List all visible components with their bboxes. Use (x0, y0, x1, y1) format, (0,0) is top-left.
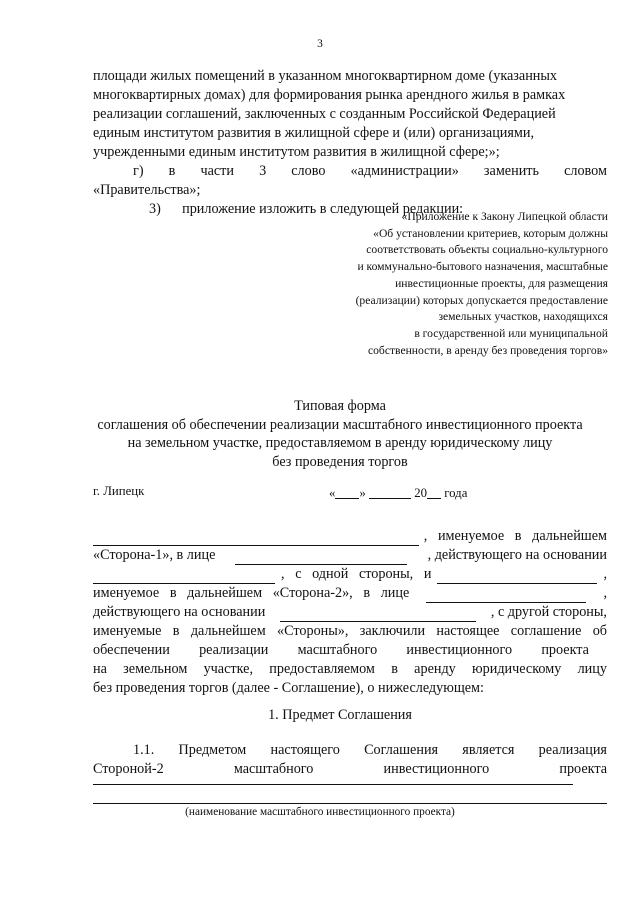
agreement-body (93, 527, 607, 698)
item-3: 3) приложение изложить в следующей редакции: (149, 201, 464, 217)
party1-name-blank[interactable] (93, 531, 419, 546)
body-row-7: обеспечении реализации масштабного инвестиционного проекта (93, 642, 589, 658)
day-blank[interactable] (335, 484, 359, 499)
date-field: « » 20 года (329, 486, 468, 500)
form-title: Типовая форма соглашения об обеспечении реализации масштабного инвестиционного проекта на земельном участке, предоставляемом в аренду юридическому лицу без проведения торгов (97, 398, 583, 470)
party2-rep-blank[interactable] (426, 588, 586, 603)
project-name-line-2[interactable] (93, 803, 607, 804)
clause-1-1-row-1: 1.1. Предметом настоящего Соглашения является реализация (133, 742, 607, 758)
body-row-6: именуемые в дальнейшем «Стороны», заключили настоящее соглашение об (93, 623, 607, 639)
body-row-9: без проведения торгов (далее - Соглашение), о нижеследующем: (93, 680, 484, 696)
top-line-1: площади жилых помещений в указанном многоквартирном доме (указанных (93, 68, 558, 84)
section-1-title: 1. Предмет Соглашения (268, 707, 412, 723)
item-g-continuation: «Правительства»; (93, 182, 201, 198)
party2-name-blank[interactable] (437, 569, 597, 584)
top-paragraph (93, 67, 607, 219)
body-row-5: действующего на основании , с другой стороны, (93, 604, 607, 620)
page-number: 3 (317, 38, 323, 50)
party1-rep-blank[interactable] (235, 550, 407, 565)
project-name-caption: (наименование масштабного инвестиционного проекта) (185, 806, 455, 818)
year-blank[interactable] (427, 484, 441, 499)
appendix-header: «Приложение к Закону Липецкой области «Об установлении критериев, которым должны соответствовать объекты социально-культурного и коммунально-бытового назначения, масштабные инвестиционные проекты, для размещения (реализации) которых допускается предоставление земельных участков, находящихся в государственной или муниципальной собственности, в аренду без проведения торгов» (355, 210, 608, 357)
party2-basis-blank[interactable] (280, 607, 476, 622)
body-row-1: , именуемое в дальнейшем (93, 527, 607, 546)
body-row-8: на земельном участке, предоставляемом в аренду юридическому лицу (93, 661, 607, 677)
clause-1-1 (93, 741, 607, 779)
city-label: г. Липецк (93, 484, 145, 498)
project-name-line-1[interactable] (93, 784, 573, 785)
body-row-2: «Сторона-1», в лице , действующего на основании (93, 547, 607, 563)
top-line-3: реализации соглашений, заключенных с созданным Российской Федерацией (93, 106, 556, 122)
top-line-2: многоквартирных домах) для формирования рынка арендного жилья в рамках (93, 87, 566, 103)
month-blank[interactable] (369, 484, 411, 499)
body-row-3: , с одной стороны, и , (93, 565, 607, 584)
body-row-4: именуемое в дальнейшем «Сторона-2», в лице , (93, 585, 607, 601)
top-line-4: единым институтом развития в жилищной сфере и (или) организациями, (93, 125, 535, 141)
item-g: г) в части 3 слово «администрации» заменить словом (133, 163, 607, 179)
top-line-5: учрежденными единым институтом развития в жилищной сфере;»; (93, 144, 500, 160)
party1-basis-blank[interactable] (93, 569, 275, 584)
clause-1-1-row-2: Стороной-2 масштабного инвестиционного проекта (93, 761, 607, 777)
